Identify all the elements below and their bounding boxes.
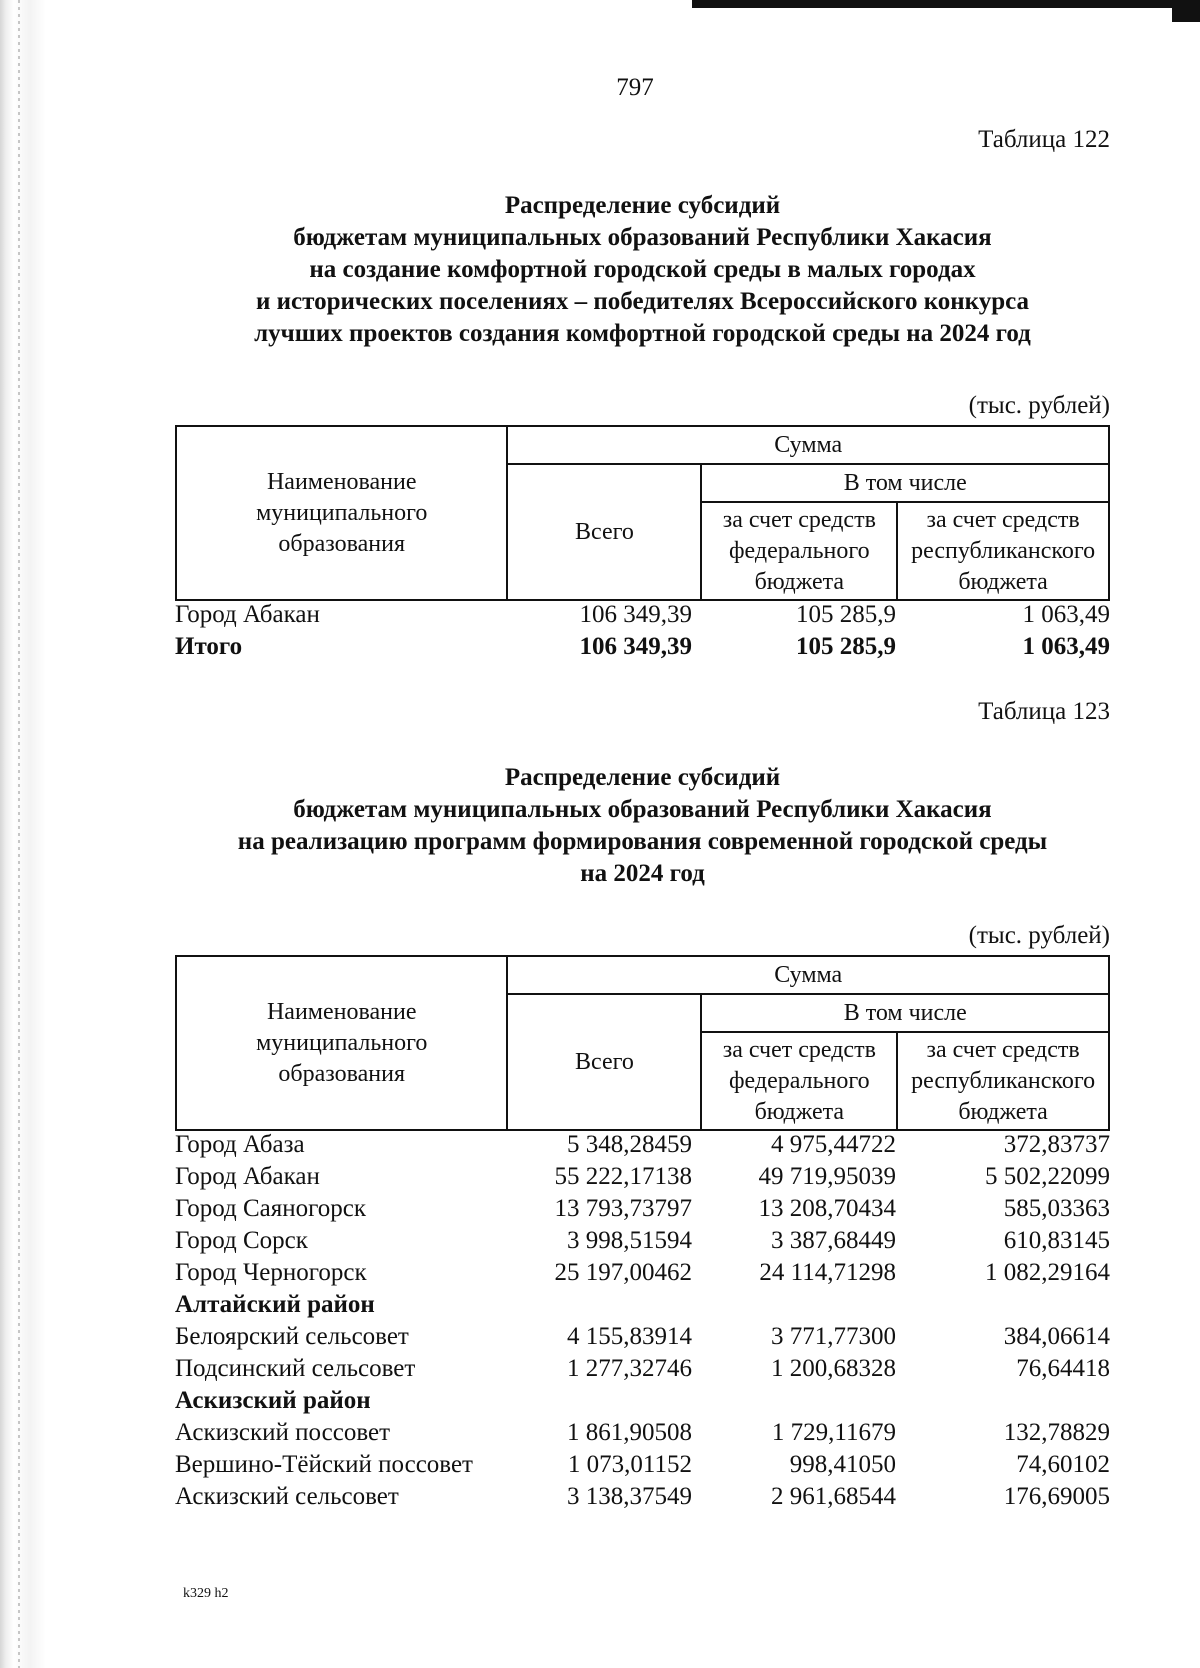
table-122-title (175, 190, 1110, 350)
table-row (175, 599, 1110, 631)
table-row (175, 1193, 1110, 1225)
table-123-title-line: бюджетам муниципальных образований Республики Хакасия (293, 796, 992, 823)
row-republican-cell: 132,78829 (1003, 1419, 1110, 1446)
table-row (175, 1417, 1110, 1449)
row-name-cell: Город Саяногорск (175, 1195, 367, 1222)
table-123-header (175, 955, 1110, 1131)
header-name-cell: Наименование муниципального образования (176, 426, 507, 600)
table-122-rows (175, 599, 1110, 663)
scan-edge-shadow (0, 0, 46, 1668)
table-123-unit: (тыс. рублей) (968, 922, 1110, 949)
header-including-cell: В том числе (701, 464, 1109, 502)
row-name-cell: Белоярский сельсовет (175, 1323, 409, 1350)
table-122-caption: Таблица 122 (978, 126, 1110, 153)
row-name-cell: Подсинский сельсовет (175, 1355, 416, 1382)
row-name-cell: Алтайский район (175, 1291, 375, 1318)
header-republican-cell: за счет средств республиканского бюджета (897, 1032, 1109, 1130)
footer-code: k329 h2 (183, 1586, 229, 1601)
row-republican-cell: 176,69005 (1003, 1483, 1110, 1510)
row-name-cell: Аскизский район (175, 1387, 371, 1414)
row-name-cell: Аскизский поссовет (175, 1419, 391, 1446)
row-total-cell: 13 793,73797 (554, 1195, 692, 1222)
table-122-title-line: лучших проектов создания комфортной городской среды на 2024 год (254, 320, 1031, 347)
row-federal-cell: 1 200,68328 (771, 1355, 896, 1382)
row-republican-cell: 1 063,49 (1022, 601, 1110, 628)
table-row (175, 1225, 1110, 1257)
row-total-cell: 1 073,01152 (567, 1451, 692, 1478)
row-federal-cell: 998,41050 (789, 1451, 896, 1478)
row-name-cell: Итого (175, 633, 243, 660)
header-federal-cell: за счет средств федерального бюджета (701, 1032, 897, 1130)
page-number: 797 (616, 74, 654, 101)
row-federal-cell: 105 285,9 (796, 601, 896, 628)
row-federal-cell: 3 387,68449 (771, 1227, 896, 1254)
row-total-cell: 4 155,83914 (567, 1323, 692, 1350)
row-republican-cell: 384,06614 (1003, 1323, 1110, 1350)
table-row (175, 1257, 1110, 1289)
row-total-cell: 55 222,17138 (554, 1163, 692, 1190)
table-123-title-line: на реализацию программ формирования современной городской среды (237, 828, 1048, 855)
table-row (175, 1353, 1110, 1385)
row-total-cell: 106 349,39 (579, 601, 692, 628)
row-total-cell: 106 349,39 (579, 633, 692, 660)
table-row (175, 1481, 1110, 1513)
row-total-cell: 3 998,51594 (567, 1227, 692, 1254)
table-row (175, 631, 1110, 663)
row-republican-cell: 1 082,29164 (985, 1259, 1110, 1286)
table-row (175, 1449, 1110, 1481)
row-total-cell: 1 277,32746 (567, 1355, 692, 1382)
header-total-cell: Всего (507, 464, 701, 600)
table-122-title-line: Распределение субсидий (504, 192, 781, 219)
row-federal-cell: 13 208,70434 (758, 1195, 896, 1222)
table-123-title-line: Распределение субсидий (504, 764, 781, 791)
row-republican-cell: 76,64418 (1016, 1355, 1110, 1382)
table-123-rows (175, 1129, 1110, 1513)
row-total-cell: 1 861,90508 (567, 1419, 692, 1446)
header-sum-cell: Сумма (507, 426, 1109, 464)
scan-top-mark (692, 0, 1172, 8)
row-federal-cell: 3 771,77300 (771, 1323, 896, 1350)
row-name-cell: Город Абакан (175, 601, 320, 628)
table-row (175, 1161, 1110, 1193)
scan-corner-block (1172, 0, 1200, 22)
row-total-cell: 5 348,28459 (567, 1131, 692, 1158)
table-122-title-line: бюджетам муниципальных образований Республики Хакасия (293, 224, 992, 251)
table-122-unit: (тыс. рублей) (968, 392, 1110, 419)
table-row (175, 1289, 1110, 1321)
header-name-cell: Наименование муниципального образования (176, 956, 507, 1130)
header-total-cell: Всего (507, 994, 701, 1130)
row-total-cell: 3 138,37549 (567, 1483, 692, 1510)
row-name-cell: Вершино-Тёйский поссовет (175, 1451, 473, 1478)
row-name-cell: Город Абакан (175, 1163, 320, 1190)
header-including-cell: В том числе (701, 994, 1109, 1032)
table-123-title (175, 762, 1110, 890)
row-federal-cell: 1 729,11679 (771, 1419, 896, 1446)
header-federal-cell: за счет средств федерального бюджета (701, 502, 897, 600)
row-total-cell: 25 197,00462 (554, 1259, 692, 1286)
row-name-cell: Город Абаза (175, 1131, 305, 1158)
row-name-cell: Город Сорск (175, 1227, 308, 1254)
table-123-title-line: на 2024 год (580, 860, 705, 887)
row-federal-cell: 49 719,95039 (758, 1163, 896, 1190)
table-123-caption: Таблица 123 (978, 698, 1110, 725)
row-name-cell: Город Черногорск (175, 1259, 367, 1286)
row-republican-cell: 1 063,49 (1022, 633, 1110, 660)
row-federal-cell: 4 975,44722 (771, 1131, 896, 1158)
table-row (175, 1129, 1110, 1161)
row-name-cell: Аскизский сельсовет (175, 1483, 399, 1510)
row-republican-cell: 74,60102 (1016, 1451, 1110, 1478)
row-republican-cell: 5 502,22099 (985, 1163, 1110, 1190)
scan-edge-line (18, 0, 20, 1668)
row-republican-cell: 372,83737 (1003, 1131, 1110, 1158)
row-federal-cell: 2 961,68544 (771, 1483, 896, 1510)
table-122-title-line: на создание комфортной городской среды в малых городах (309, 256, 976, 283)
table-122-title-line: и исторических поселениях – победителях Всероссийского конкурса (255, 288, 1030, 315)
table-row (175, 1321, 1110, 1353)
row-federal-cell: 105 285,9 (796, 633, 896, 660)
row-republican-cell: 610,83145 (1003, 1227, 1110, 1254)
row-republican-cell: 585,03363 (1003, 1195, 1110, 1222)
table-122-header (175, 425, 1110, 601)
header-republican-cell: за счет средств республиканского бюджета (897, 502, 1109, 600)
header-sum-cell: Сумма (507, 956, 1109, 994)
table-row (175, 1385, 1110, 1417)
row-federal-cell: 24 114,71298 (759, 1259, 896, 1286)
